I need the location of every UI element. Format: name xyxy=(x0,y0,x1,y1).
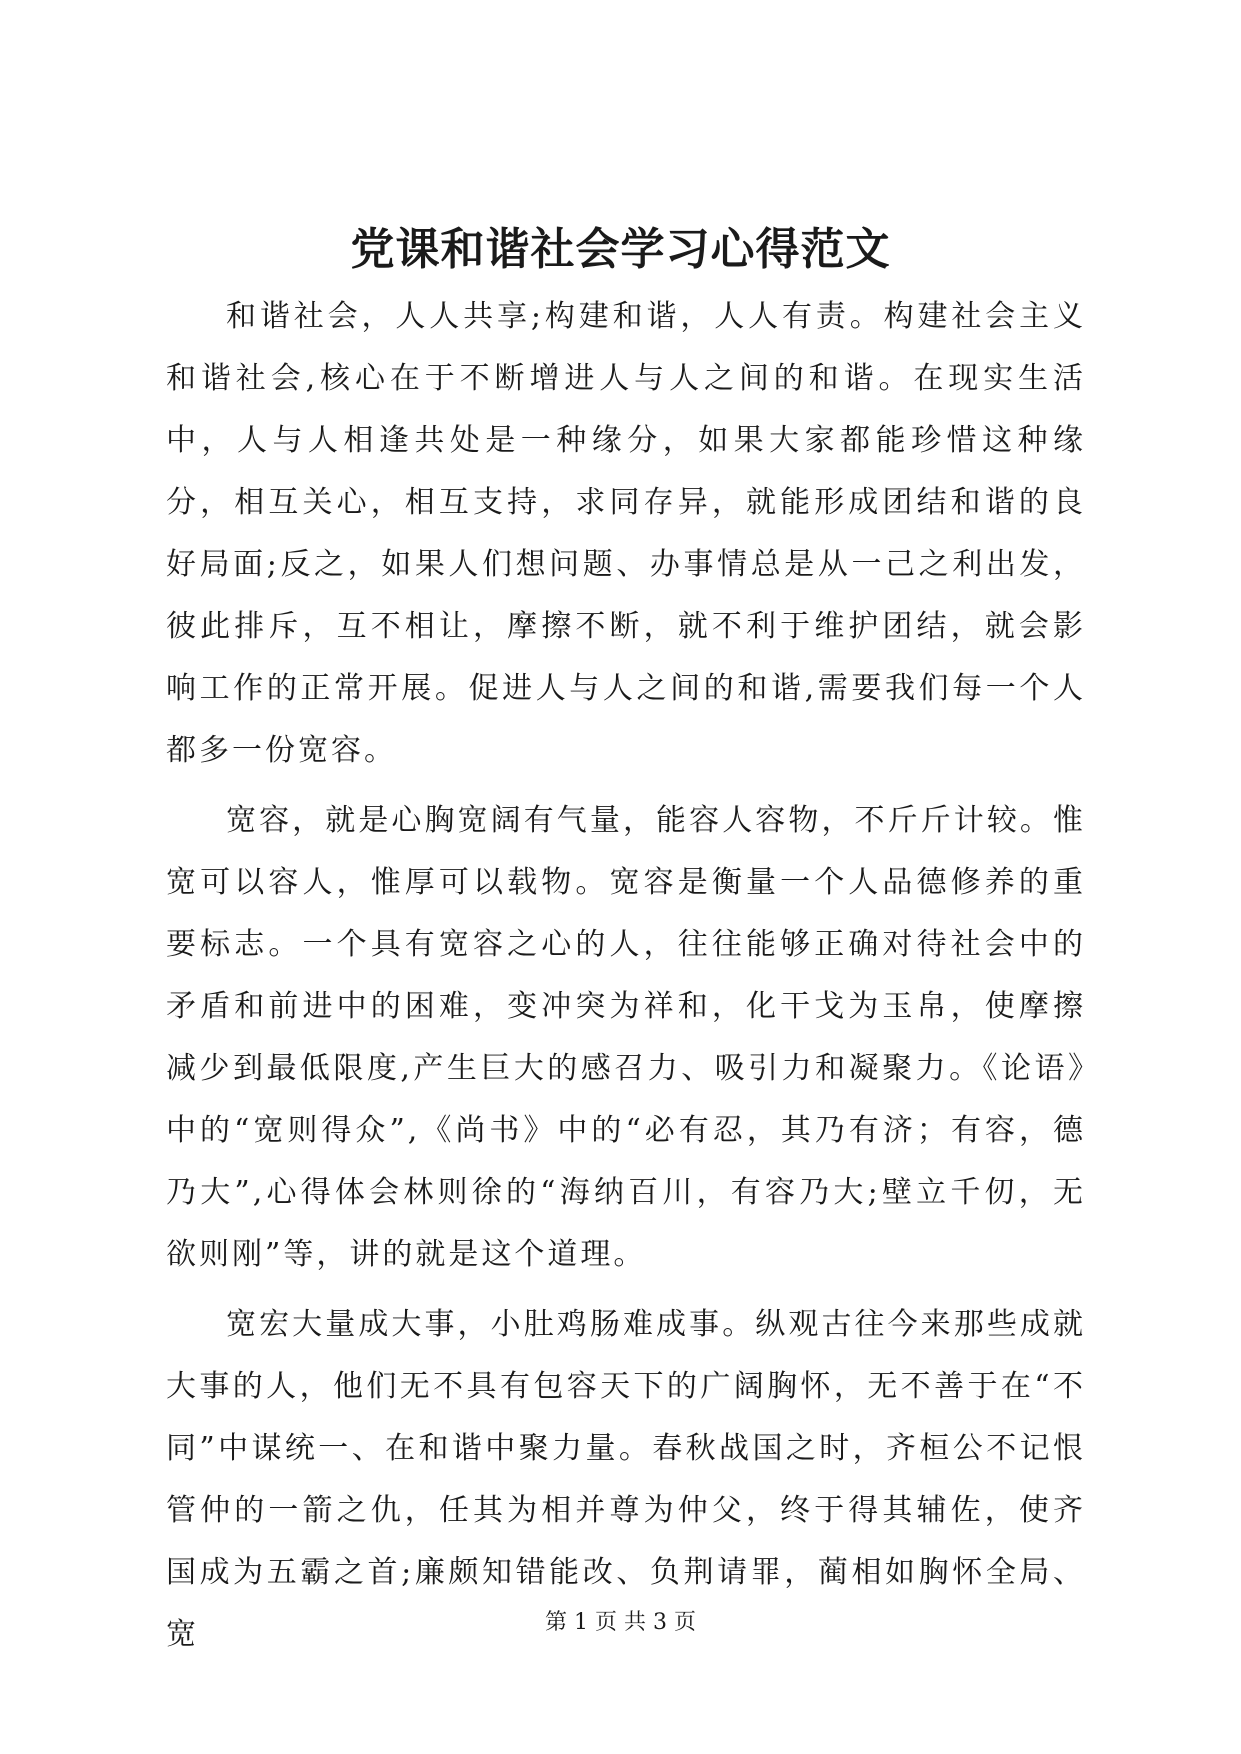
paragraph: 宽宏大量成大事，小肚鸡肠难成事。纵观古往今来那些成就大事的人，他们无不具有包容天下的广阔胸怀，无不善于在“不同”中谋统一、在和谐中聚力量。春秋战国之时，齐桓公不记恨管仲的一箭之仇，任其为相并尊为仲父，终于得其辅佐，使齐国成为五霸之首;廉颇知错能改、负荆请罪，蔺相如胸怀全局、宽 xyxy=(166,1307,1086,1652)
document-body xyxy=(166,286,1086,1666)
page-footer: 第 1 页 共 3 页 xyxy=(545,1610,696,1635)
paragraph: 宽容，就是心胸宽阔有气量，能容人容物，不斤斤计较。惟宽可以容人，惟厚可以载物。宽容是衡量一个人品德修养的重要标志。一个具有宽容之心的人，往往能够正确对待社会中的矛盾和前进中的困难，变冲突为祥和，化干戈为玉帛，使摩擦减少到最低限度,产生巨大的感召力、吸引力和凝聚力。《论语》中的“宽则得众”,《尚书》中的“必有忍，其乃有济；有容，德乃大”,心得体会林则徐的“海纳百川，有容乃大;壁立千仞，无欲则刚”等，讲的就是这个道理。 xyxy=(166,803,1086,1272)
document-title: 党课和谐社会学习心得范文 xyxy=(350,224,891,275)
paragraph: 和谐社会，人人共享;构建和谐，人人有责。构建社会主义和谐社会,核心在于不断增进人与人之间的和谐。在现实生活中，人与人相逢共处是一种缘分，如果大家都能珍惜这种缘分，相互关心，相互支持，求同存异，就能形成团结和谐的良好局面;反之，如果人们想问题、办事情总是从一己之利出发，彼此排斥，互不相让，摩擦不断，就不利于维护团结，就会影响工作的正常开展。促进人与人之间的和谐,需要我们每一个人都多一份宽容。 xyxy=(166,299,1086,768)
